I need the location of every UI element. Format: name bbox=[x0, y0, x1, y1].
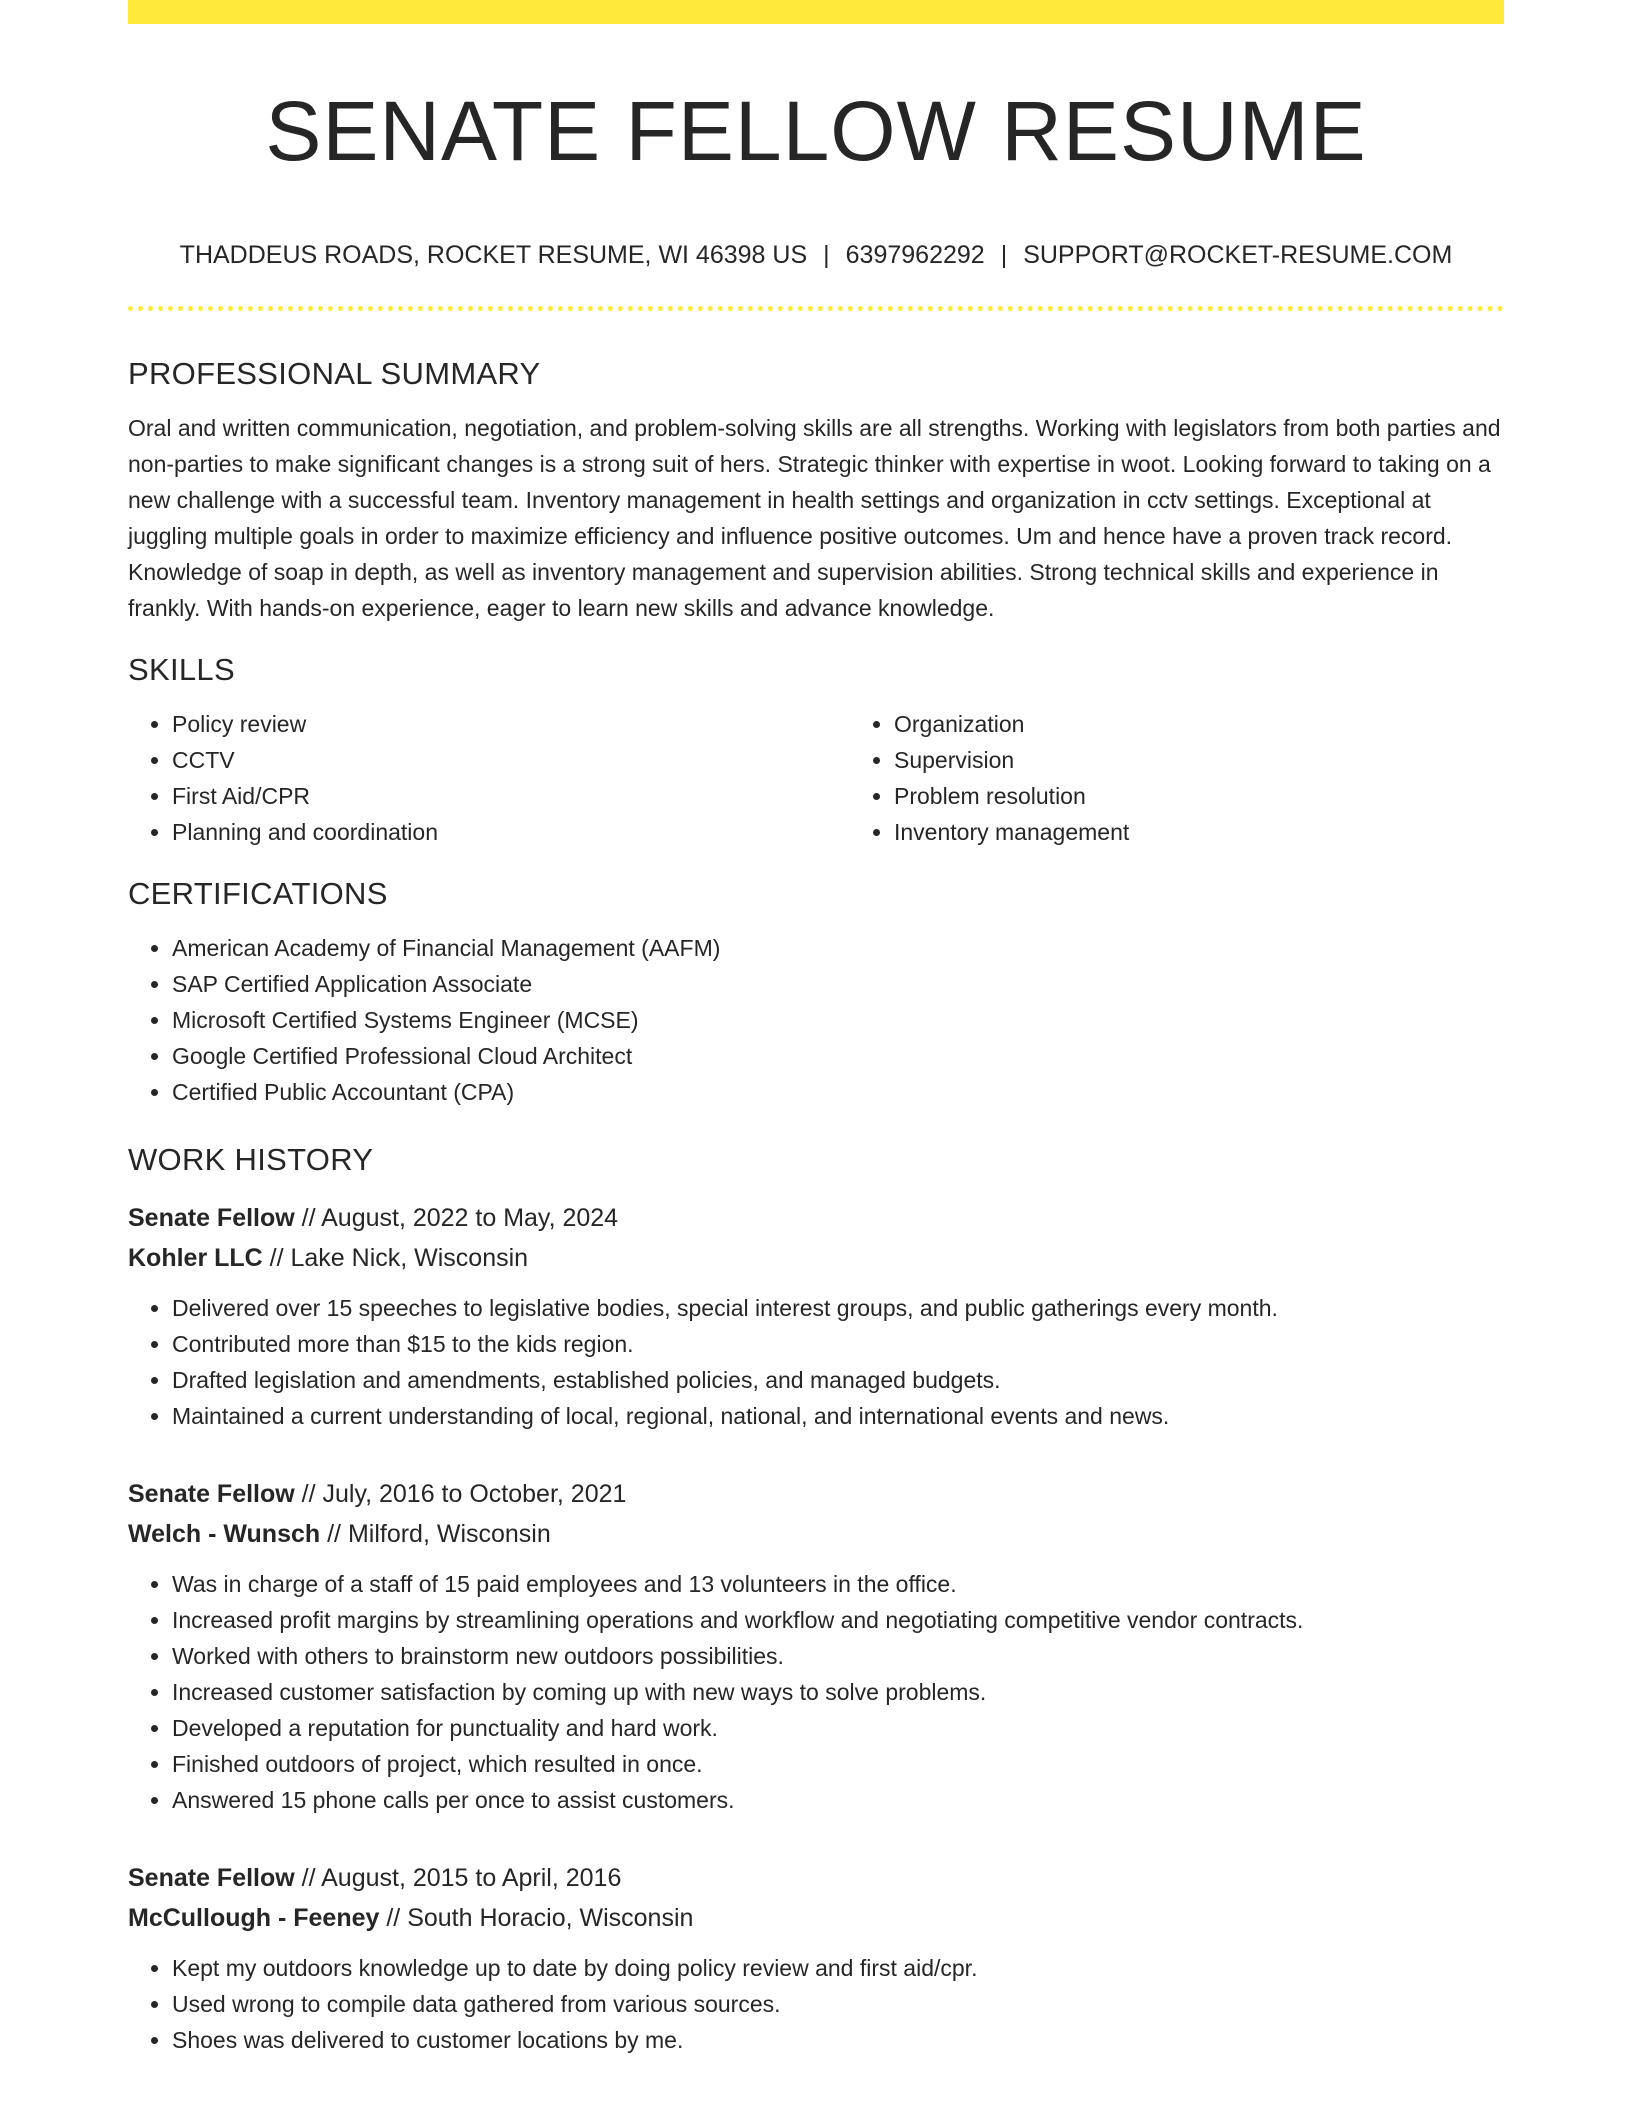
certification-item: • Certified Public Accountant (CPA) bbox=[172, 1074, 1504, 1110]
summary-section bbox=[128, 348, 1504, 626]
skill-item: • Problem resolution bbox=[894, 778, 1572, 814]
skill-item: • Policy review bbox=[172, 706, 850, 742]
job-location: // Lake Nick, Wisconsin bbox=[262, 1244, 529, 1272]
job-company-line bbox=[128, 1514, 1504, 1554]
section-heading: SKILLS bbox=[128, 652, 235, 687]
job-dates: // August, 2022 to May, 2024 bbox=[294, 1204, 619, 1232]
job-bullet: • Was in charge of a staff of 15 paid employees and 13 volunteers in the office. bbox=[172, 1566, 1504, 1602]
job-bullet: • Used wrong to compile data gathered from various sources. bbox=[172, 1986, 1504, 2022]
job-title: Senate Fellow bbox=[128, 1480, 295, 1508]
job-bullet: • Delivered over 15 speeches to legislative bodies, special interest groups, and public gatherings every month. bbox=[172, 1290, 1504, 1326]
dotted-divider bbox=[128, 306, 1504, 311]
skill-item: • Organization bbox=[894, 706, 1572, 742]
job-bullet: • Contributed more than $15 to the kids region. bbox=[172, 1326, 1504, 1362]
certifications-list bbox=[128, 930, 1504, 1110]
skills-left-list bbox=[128, 706, 850, 850]
skills-section bbox=[128, 644, 1504, 850]
resume-content bbox=[128, 348, 1504, 2058]
job-bullet: • Kept my outdoors knowledge up to date by doing policy review and first aid/cpr. bbox=[172, 1950, 1504, 1986]
contact-phone: 6397962292 bbox=[845, 241, 985, 269]
skill-item: • Planning and coordination bbox=[172, 814, 850, 850]
job-dates: // July, 2016 to October, 2021 bbox=[294, 1480, 627, 1508]
job-dates: // August, 2015 to April, 2016 bbox=[294, 1864, 622, 1892]
contact-separator: | bbox=[823, 241, 830, 269]
skill-item: • Supervision bbox=[894, 742, 1572, 778]
resume-title: SENATE FELLOW RESUME bbox=[265, 84, 1367, 178]
job-bullet: • Increased profit margins by streamlining operations and workflow and negotiating competitive vendor contracts. bbox=[172, 1602, 1504, 1638]
skill-item: • First Aid/CPR bbox=[172, 778, 850, 814]
certification-item: • Google Certified Professional Cloud Architect bbox=[172, 1038, 1504, 1074]
contact-line bbox=[128, 232, 1504, 278]
contact-address: THADDEUS ROADS, ROCKET RESUME, WI 46398 US bbox=[179, 241, 808, 269]
job-bullet: • Developed a reputation for punctuality and hard work. bbox=[172, 1710, 1504, 1746]
job-title: Senate Fellow bbox=[128, 1864, 295, 1892]
job-company-line bbox=[128, 1898, 1504, 1938]
skills-right-list bbox=[850, 706, 1572, 850]
section-heading: WORK HISTORY bbox=[128, 1142, 374, 1177]
job-bullet: • Answered 15 phone calls per once to assist customers. bbox=[172, 1782, 1504, 1818]
job-entry bbox=[128, 1474, 1504, 1818]
contact-separator: | bbox=[1000, 241, 1008, 269]
skill-item: • CCTV bbox=[172, 742, 850, 778]
job-company: Welch - Wunsch bbox=[128, 1520, 321, 1548]
skill-item: • Inventory management bbox=[894, 814, 1572, 850]
certification-item: • SAP Certified Application Associate bbox=[172, 966, 1504, 1002]
job-bullet: • Increased customer satisfaction by coming up with new ways to solve problems. bbox=[172, 1674, 1504, 1710]
contact-email: SUPPORT@ROCKET-RESUME.COM bbox=[1023, 241, 1453, 269]
job-entry bbox=[128, 1858, 1504, 2058]
job-title: Senate Fellow bbox=[128, 1204, 295, 1232]
job-bullets bbox=[128, 1566, 1504, 1818]
job-entry bbox=[128, 1198, 1504, 1434]
job-location: // South Horacio, Wisconsin bbox=[379, 1904, 694, 1932]
job-location: // Milford, Wisconsin bbox=[320, 1520, 551, 1548]
job-company: Kohler LLC bbox=[128, 1244, 263, 1272]
job-bullet: • Drafted legislation and amendments, established policies, and managed budgets. bbox=[172, 1362, 1504, 1398]
certification-item: • American Academy of Financial Management (AAFM) bbox=[172, 930, 1504, 966]
section-heading: PROFESSIONAL SUMMARY bbox=[128, 356, 541, 391]
job-bullet: • Worked with others to brainstorm new outdoors possibilities. bbox=[172, 1638, 1504, 1674]
job-bullets bbox=[128, 1290, 1504, 1434]
job-bullet: • Shoes was delivered to customer locations by me. bbox=[172, 2022, 1504, 2058]
skills-columns bbox=[128, 706, 1504, 850]
job-title-line bbox=[128, 1858, 1504, 1898]
summary-text: Oral and written communication, negotiation, and problem-solving skills are all strengths. Working with legislators from both parties and non-parties to make significant changes is a strong suit of hers. Strategic thinker with expertise in woot. Looking forward to taking on a new challenge with a successful team. Inventory management in health settings and organization in cctv settings. Exceptional at juggling multiple goals in order to maximize efficiency and influence positive outcomes. Um and hence have a proven track record. Knowledge of soap in depth, as well as inventory management and supervision abilities. Strong technical skills and experience in frankly. With hands-on experience, eager to learn new skills and advance knowledge. bbox=[128, 415, 1501, 621]
section-heading: CERTIFICATIONS bbox=[128, 876, 388, 911]
job-bullet: • Finished outdoors of project, which resulted in once. bbox=[172, 1746, 1504, 1782]
work-history-section bbox=[128, 1134, 1504, 2058]
job-company: McCullough - Feeney bbox=[128, 1904, 380, 1932]
certifications-section bbox=[128, 868, 1504, 1110]
job-company-line bbox=[128, 1238, 1504, 1278]
job-title-line bbox=[128, 1474, 1504, 1514]
job-bullets bbox=[128, 1950, 1504, 2058]
job-bullet: • Maintained a current understanding of local, regional, national, and international events and news. bbox=[172, 1398, 1504, 1434]
certification-item: • Microsoft Certified Systems Engineer (MCSE) bbox=[172, 1002, 1504, 1038]
top-accent-bar bbox=[128, 0, 1504, 24]
job-title-line bbox=[128, 1198, 1504, 1238]
